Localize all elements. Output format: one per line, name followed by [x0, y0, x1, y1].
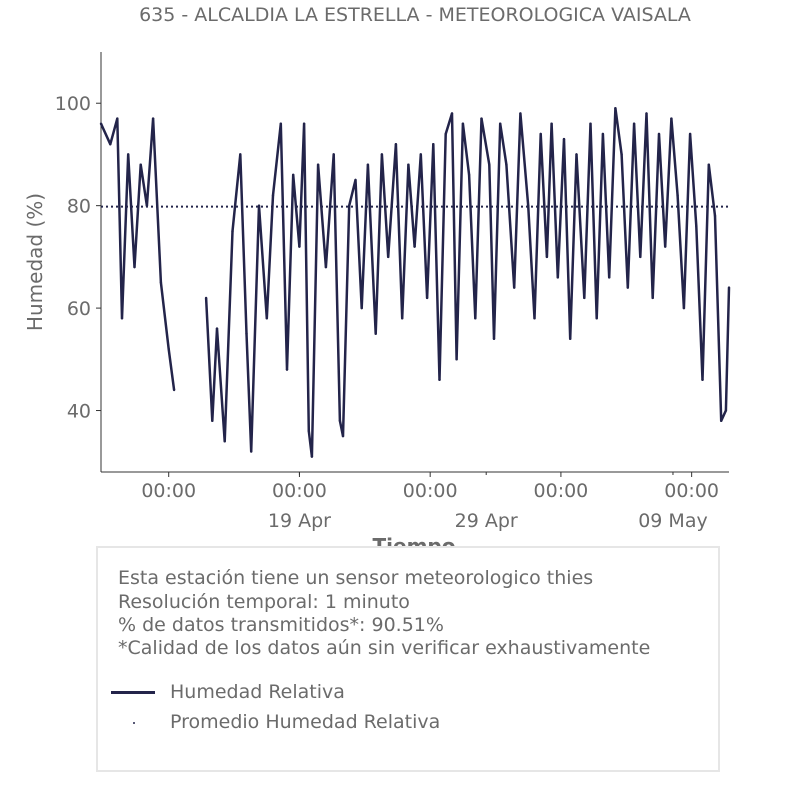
humedad-data-point: [395, 143, 397, 145]
humedad-data-point: [602, 133, 604, 135]
humedad-data-point: [292, 174, 294, 176]
x-tick-time-label: 00:00: [402, 480, 458, 502]
humedad-data-point: [266, 317, 268, 319]
y-tick-label: 100: [54, 93, 91, 116]
y-tick-label: 60: [66, 298, 91, 321]
x-ticks: [141, 472, 719, 532]
humedad-data-point: [420, 153, 422, 155]
humedad-data-point: [109, 143, 111, 145]
info-sensor-text: Esta estación tiene un sensor meteorologico thies: [118, 567, 594, 589]
humedad-data-point: [445, 133, 447, 135]
humedad-data-point: [488, 164, 490, 166]
humedad-data-point: [280, 123, 282, 125]
humedad-data-point: [308, 430, 310, 432]
humedad-data-point: [298, 245, 300, 247]
humedad-data-point: [438, 379, 440, 381]
humedad-data-point: [499, 123, 501, 125]
legend-solid-line-swatch: [111, 691, 155, 694]
humedad-data-point: [728, 286, 730, 288]
humedad-data-point: [583, 297, 585, 299]
humedad-data-point: [211, 420, 213, 422]
humedad-data-point: [658, 133, 660, 135]
x-tick-time-label: 00:00: [141, 480, 197, 502]
humedad-data-point: [317, 164, 319, 166]
humedad-data-point: [676, 194, 678, 196]
humedad-data-point: [426, 297, 428, 299]
humedad-data-point: [140, 164, 142, 166]
humedad-data-point: [250, 450, 252, 452]
humedad-data-point: [160, 281, 162, 283]
humedad-data-point: [116, 117, 118, 119]
humedad-data-point: [720, 420, 722, 422]
info-resolution-text: Resolución temporal: 1 minuto: [118, 591, 410, 613]
humedad-data-point: [620, 153, 622, 155]
humedad-data-point: [173, 389, 175, 391]
humedad-data-point: [239, 153, 241, 155]
humedad-data-point: [354, 179, 356, 181]
humedad-data-point: [387, 256, 389, 258]
humedad-data-point: [563, 138, 565, 140]
y-tick-label: 40: [66, 400, 91, 423]
humedad-data-point: [701, 379, 703, 381]
humedad-data-point: [683, 307, 685, 309]
humedad-data-point: [468, 174, 470, 176]
chart-title: 635 - ALCALDIA LA ESTRELLA - METEOROLOGICA VAISALA: [139, 4, 691, 26]
humedad-data-point: [455, 358, 457, 360]
humedad-data-point: [596, 317, 598, 319]
humedad-data-point: [575, 153, 577, 155]
humedad-data-point: [381, 153, 383, 155]
humedad-data-point: [670, 117, 672, 119]
humedad-data-point: [348, 205, 350, 207]
legend-dot-swatch: [133, 722, 135, 724]
series-humedad-relativa-line: [101, 119, 174, 390]
series-humedad-relativa-line: [206, 108, 729, 456]
humedad-data-point: [627, 286, 629, 288]
y-tick-label: 80: [66, 195, 91, 218]
humedad-data-point: [505, 164, 507, 166]
humedad-data-point: [664, 245, 666, 247]
humedad-data-point: [121, 317, 123, 319]
humedad-data-point: [245, 333, 247, 335]
humedad-data-point: [216, 327, 218, 329]
y-axis-label: Humedad (%): [23, 192, 47, 332]
humedad-data-point: [303, 123, 305, 125]
legend-label-promedio: Promedio Humedad Relativa: [170, 711, 441, 733]
humedad-data-point: [432, 143, 434, 145]
humedad-data-point: [231, 230, 233, 232]
humedad-data-point: [589, 123, 591, 125]
humedad-data-point: [361, 307, 363, 309]
x-tick-date-label: 29 Apr: [454, 510, 518, 532]
humedad-data-point: [652, 297, 654, 299]
series-layer: [100, 107, 730, 458]
humedad-data-point: [546, 256, 548, 258]
info-quality-text: *Calidad de los datos aún sin verificar exhaustivamente: [118, 637, 651, 659]
humedad-data-point: [375, 333, 377, 335]
humedad-data-point: [168, 348, 170, 350]
humedad-data-point: [540, 133, 542, 135]
plot-area: [55, 52, 730, 532]
humedad-data-point: [695, 225, 697, 227]
humedad-data-point: [708, 164, 710, 166]
humedad-data-point: [689, 133, 691, 135]
humedad-data-point: [645, 112, 647, 114]
humedad-data-point: [339, 420, 341, 422]
humedad-data-point: [407, 164, 409, 166]
humedad-data-point: [152, 117, 154, 119]
humedad-data-point: [258, 205, 260, 207]
humedad-data-point: [614, 107, 616, 109]
humedad-data-point: [342, 435, 344, 437]
humedad-data-point: [205, 297, 207, 299]
humedad-data-point: [493, 338, 495, 340]
legend-label-humedad: Humedad Relativa: [170, 681, 345, 703]
humedad-data-point: [639, 256, 641, 258]
humedad-data-point: [569, 338, 571, 340]
humedad-data-point: [325, 266, 327, 268]
humedad-data-point: [286, 368, 288, 370]
humedad-data-point: [333, 153, 335, 155]
x-tick-time-label: 00:00: [272, 480, 327, 502]
humedad-data-point: [550, 123, 552, 125]
humedad-data-point: [480, 117, 482, 119]
humedad-data-point: [100, 123, 102, 125]
humedad-data-point: [224, 440, 226, 442]
info-legend-box: [96, 546, 720, 772]
humedad-data-point: [725, 409, 727, 411]
humedad-data-point: [272, 194, 274, 196]
x-tick-date-label: 19 Apr: [267, 510, 331, 532]
humedad-data-point: [533, 317, 535, 319]
humedad-data-point: [401, 317, 403, 319]
humedad-data-point: [133, 266, 135, 268]
x-tick-time-label: 00:00: [664, 480, 720, 502]
humedad-data-point: [367, 164, 369, 166]
info-transmitted-text: % de datos transmitidos*: 90.51%: [118, 614, 444, 636]
humedad-data-point: [474, 317, 476, 319]
humedad-data-point: [633, 123, 635, 125]
humedad-data-point: [451, 112, 453, 114]
x-tick-time-label: 00:00: [533, 480, 589, 502]
humedad-data-point: [513, 286, 515, 288]
humedad-data-point: [311, 455, 313, 457]
x-tick-date-label: 09 May: [638, 510, 708, 532]
humedad-data-point: [127, 153, 129, 155]
humedad-data-point: [413, 245, 415, 247]
humedad-data-point: [462, 123, 464, 125]
humedad-data-point: [608, 276, 610, 278]
humedad-data-point: [714, 215, 716, 217]
humedad-data-point: [557, 276, 559, 278]
humedad-data-point: [519, 112, 521, 114]
y-ticks: [55, 93, 101, 422]
